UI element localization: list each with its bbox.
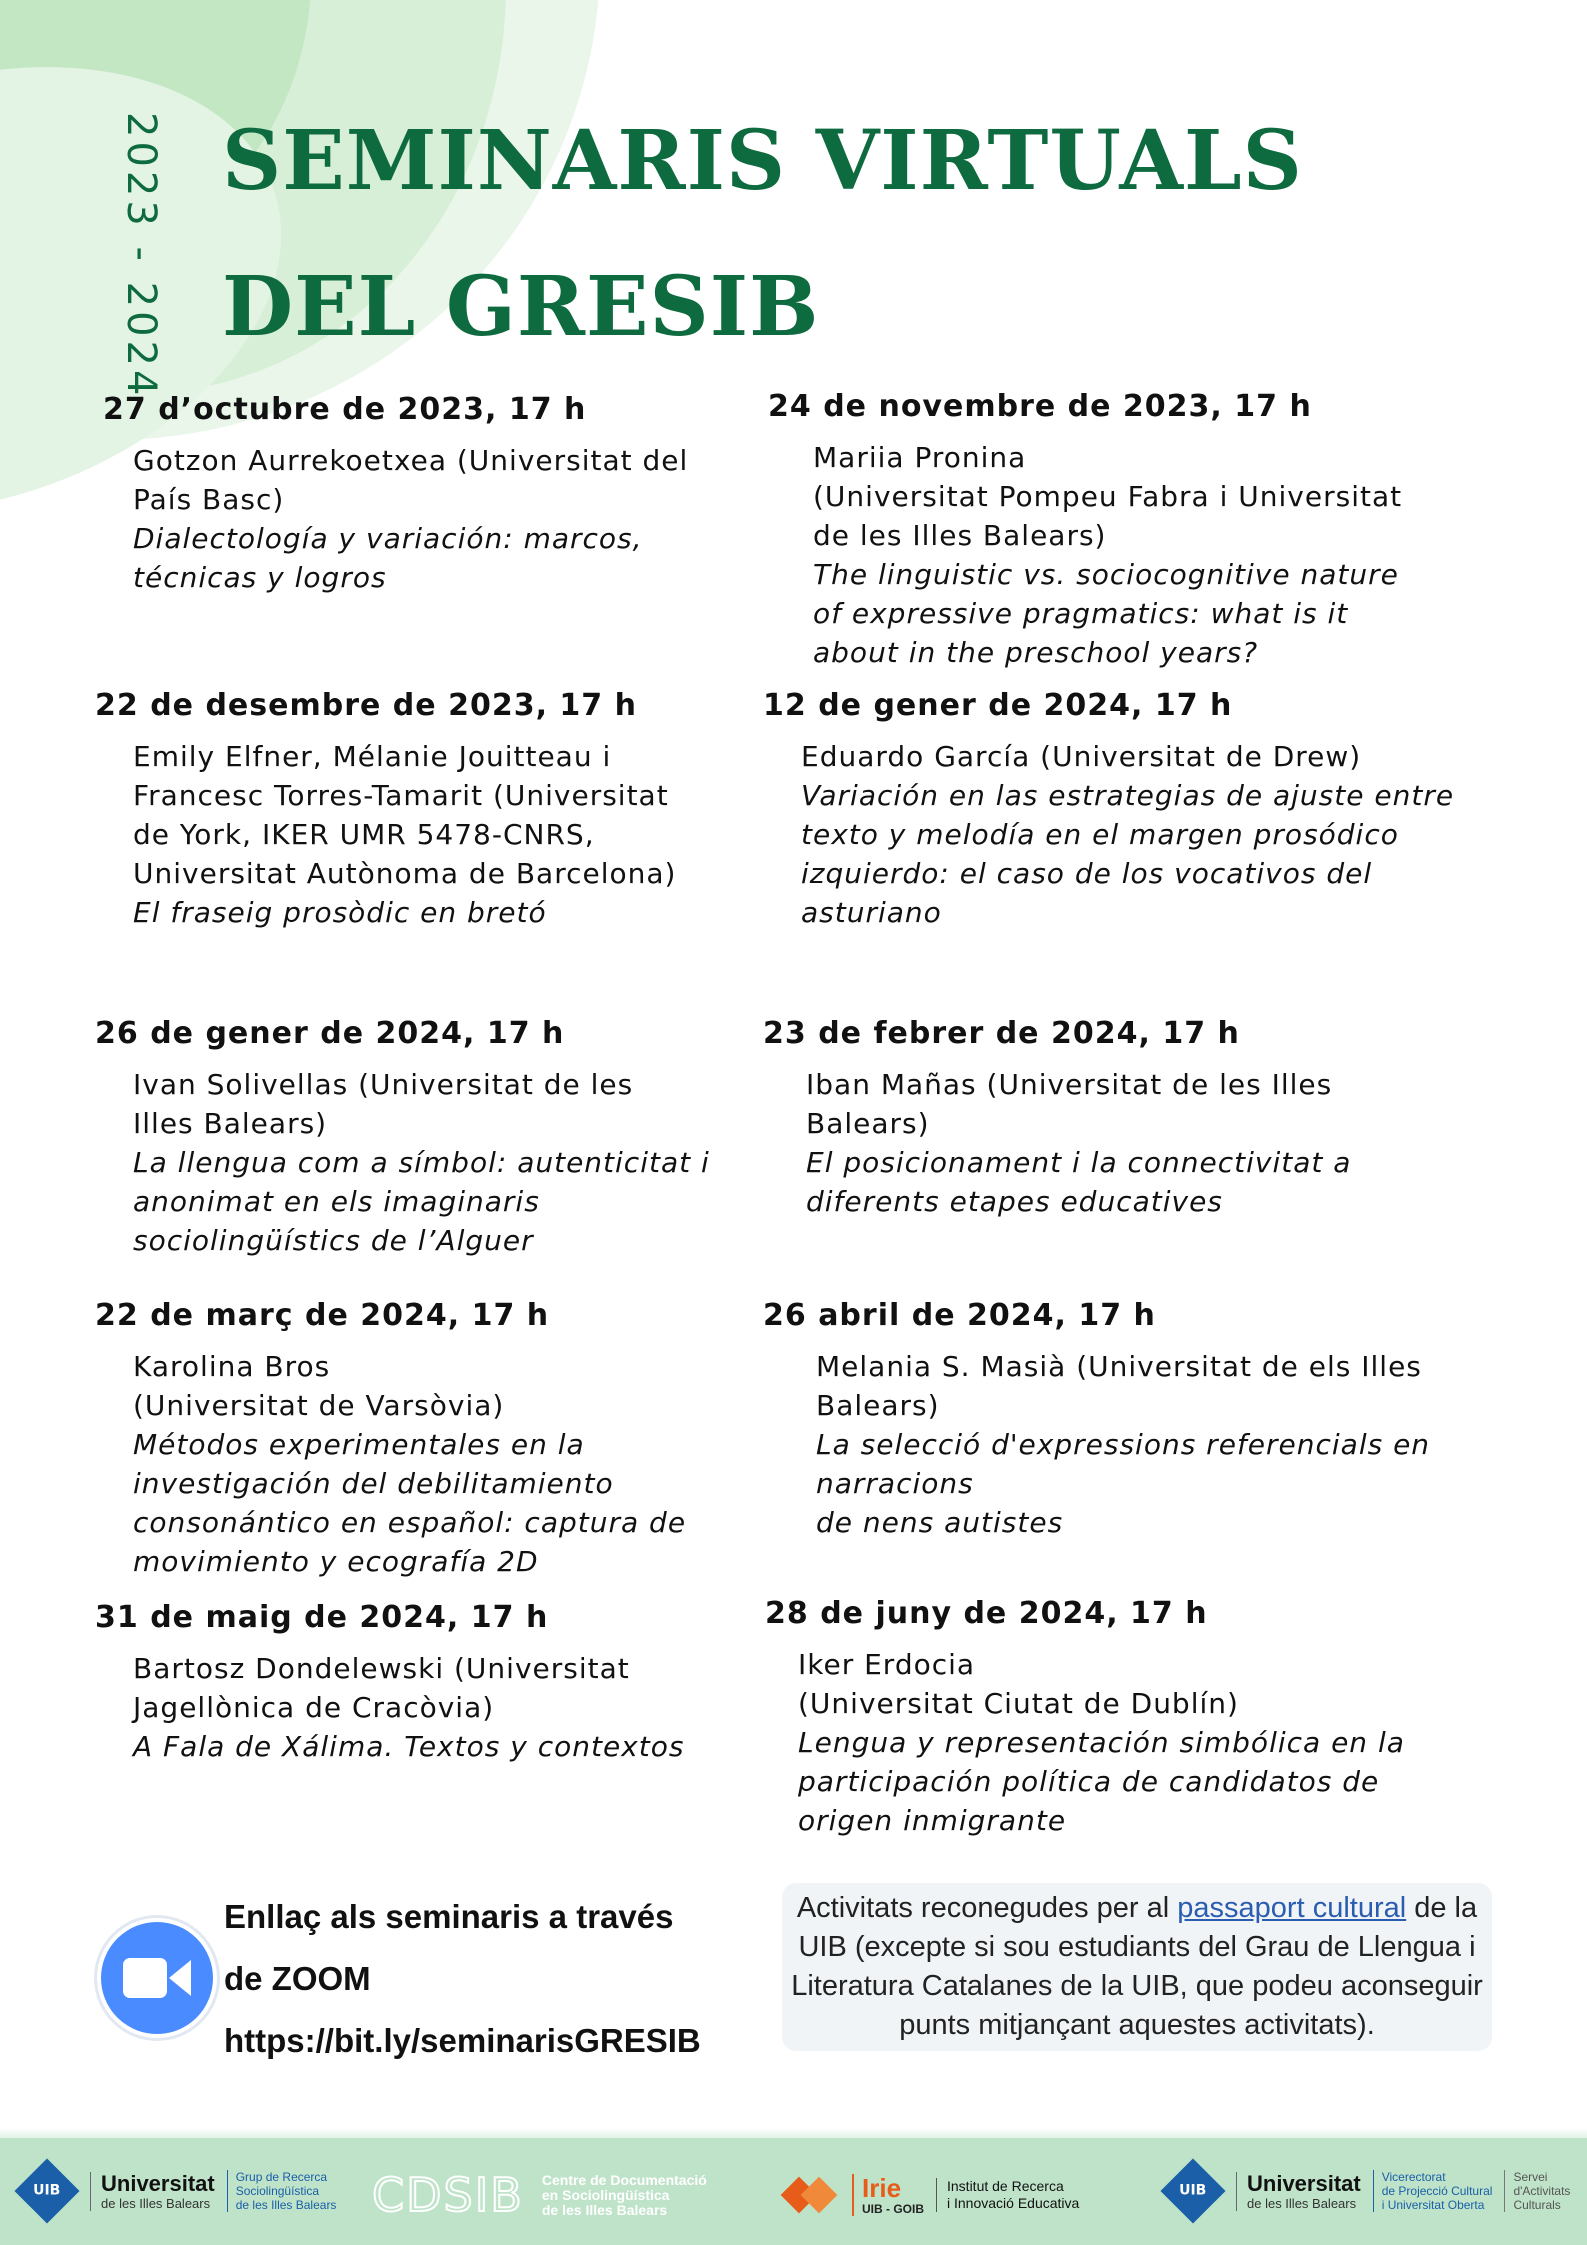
irie-name: Irie bbox=[862, 2173, 902, 2203]
event-speaker: Bartosz Dondelewski (Universitat Jagellònica de Cracòvia) bbox=[133, 1652, 630, 1724]
note-prefix: Activitats reconegudes per al bbox=[796, 1892, 1178, 1924]
seminar-event bbox=[768, 389, 1402, 672]
academic-year: 2023 - 2024 bbox=[118, 112, 164, 400]
irie-logo bbox=[782, 2168, 1079, 2222]
uib-gresib-logo bbox=[12, 2168, 336, 2214]
seminar-event bbox=[103, 392, 688, 597]
uib-subname: de les Illes Balears bbox=[1247, 2195, 1357, 2211]
event-speaker: Ivan Solivellas (Universitat de les Illes Balears) bbox=[133, 1068, 634, 1140]
event-speaker: Melania S. Masià (Universitat de els Illes Balears) bbox=[816, 1350, 1422, 1422]
seminar-event bbox=[95, 1600, 684, 1766]
seminar-event bbox=[95, 1016, 710, 1260]
event-talk-title: The linguistic vs. sociocognitive nature of expressive pragmatics: what is it about in the preschool years? bbox=[813, 558, 1399, 669]
zoom-info bbox=[224, 1886, 701, 2072]
event-speaker: Iban Mañas (Universitat de les Illes Balears) bbox=[806, 1068, 1333, 1140]
event-talk-title: A Fala de Xálima. Textos y contextos bbox=[133, 1730, 685, 1763]
event-talk-title: Lengua y representación simbólica en la participación política de candidatos de origen inmigrante bbox=[798, 1726, 1405, 1837]
event-date: 28 de juny de 2024, 17 h bbox=[765, 1596, 1208, 1631]
zoom-line-1: Enllaç als seminaris a través bbox=[224, 1898, 674, 1935]
event-speaker: Karolina Bros (Universitat de Varsòvia) bbox=[133, 1350, 505, 1422]
passport-cultural-link[interactable]: passaport cultural bbox=[1177, 1892, 1407, 1924]
event-speaker: Emily Elfner, Mélanie Jouitteau i Francesc Torres-Tamarit (Universitat de York, IKER UMR 5478-CNRS, Universitat Autònoma de Barcelona) bbox=[133, 740, 677, 890]
event-talk-title: Métodos experimentales en la investigación del debilitamiento consonántico en español: captura de movimiento y ecografía 2D bbox=[133, 1428, 687, 1578]
event-talk-title: La llengua com a símbol: autenticitat i anonimat en els imaginaris sociolingüístics de l’Alguer bbox=[133, 1146, 710, 1257]
seminar-event bbox=[765, 1596, 1405, 1840]
event-date: 24 de novembre de 2023, 17 h bbox=[768, 389, 1312, 424]
seminar-event bbox=[95, 1298, 686, 1581]
event-date: 26 de gener de 2024, 17 h bbox=[95, 1016, 565, 1051]
seminar-event bbox=[95, 688, 676, 932]
uib-subname: de les Illes Balears bbox=[101, 2195, 211, 2211]
event-speaker: Iker Erdocia (Universitat Ciutat de Dublín) bbox=[798, 1648, 1239, 1720]
event-date: 22 de desembre de 2023, 17 h bbox=[95, 688, 637, 723]
event-date: 23 de febrer de 2024, 17 h bbox=[763, 1016, 1240, 1051]
event-date: 12 de gener de 2024, 17 h bbox=[763, 688, 1233, 723]
page-title bbox=[222, 88, 1303, 380]
cdsib-logo bbox=[372, 2168, 707, 2222]
event-talk-title: Variación en las estrategias de ajuste entre texto y melodía en el margen prosódico izquierdo: el caso de los vocativos del asturiano bbox=[801, 779, 1455, 929]
uib-badge-icon: UIB bbox=[14, 2158, 79, 2223]
gresib-label: Grup de Recerca Sociolingüística de les Illes Balears bbox=[227, 2170, 337, 2212]
event-talk-title: El posicionament i la connectivitat a diferents etapes educatives bbox=[806, 1146, 1352, 1218]
cultural-passport-note bbox=[782, 1883, 1492, 2051]
title-line-1: SEMINARIS VIRTUALS bbox=[222, 113, 1303, 209]
irie-mark-icon bbox=[782, 2168, 836, 2222]
event-date: 26 abril de 2024, 17 h bbox=[763, 1298, 1156, 1333]
event-speaker: Gotzon Aurrekoetxea (Universitat del País Basc) bbox=[133, 444, 689, 516]
title-line-2: DEL GRESIB bbox=[222, 259, 820, 355]
event-speaker: Mariia Pronina (Universitat Pompeu Fabra i Universitat de les Illes Balears) bbox=[813, 441, 1403, 552]
event-talk-title: El fraseig prosòdic en bretó bbox=[133, 896, 547, 929]
uib-badge-icon: UIB bbox=[1160, 2158, 1225, 2223]
cdsib-mark: CDSIB bbox=[372, 2168, 524, 2222]
event-date: 31 de maig de 2024, 17 h bbox=[95, 1600, 549, 1635]
event-talk-title: Dialectología y variación: marcos, técnicas y logros bbox=[133, 522, 643, 594]
irie-sub: UIB - GOIB bbox=[862, 2202, 924, 2216]
video-camera-icon[interactable] bbox=[97, 1918, 217, 2038]
event-speaker: Eduardo García (Universitat de Drew) bbox=[801, 740, 1362, 773]
uib-vicerectorat-logo bbox=[1158, 2168, 1570, 2214]
event-talk-title: La selecció d'expressions referencials en narracions de nens autistes bbox=[816, 1428, 1431, 1539]
vicerectorat-label: Vicerectorat de Projecció Cultural i Universitat Oberta bbox=[1373, 2170, 1493, 2212]
seminar-event bbox=[763, 688, 1454, 932]
uib-name: Universitat bbox=[101, 2170, 215, 2196]
servei-label: Servei d'Activitats Culturals bbox=[1504, 2170, 1570, 2212]
zoom-line-2: de ZOOM bbox=[224, 1960, 371, 1997]
note-suffix: de la UIB (excepte si sou estudiants del Grau de Llengua i Literatura Catalanes de la UIB, que podeu aconseguir punts mitjançant aquestes activitats). bbox=[791, 1892, 1483, 2041]
event-date: 27 d’octubre de 2023, 17 h bbox=[103, 392, 587, 427]
cdsib-label: Centre de Documentació en Sociolingüística de les Illes Balears bbox=[541, 2171, 707, 2218]
irie-label: Institut de Recerca i Innovació Educativa bbox=[936, 2178, 1079, 2212]
zoom-link[interactable]: https://bit.ly/seminarisGRESIB bbox=[224, 2022, 701, 2059]
event-date: 22 de març de 2024, 17 h bbox=[95, 1298, 550, 1333]
uib-name: Universitat bbox=[1247, 2170, 1361, 2196]
seminar-event bbox=[763, 1298, 1587, 1542]
seminar-event bbox=[763, 1016, 1351, 1221]
